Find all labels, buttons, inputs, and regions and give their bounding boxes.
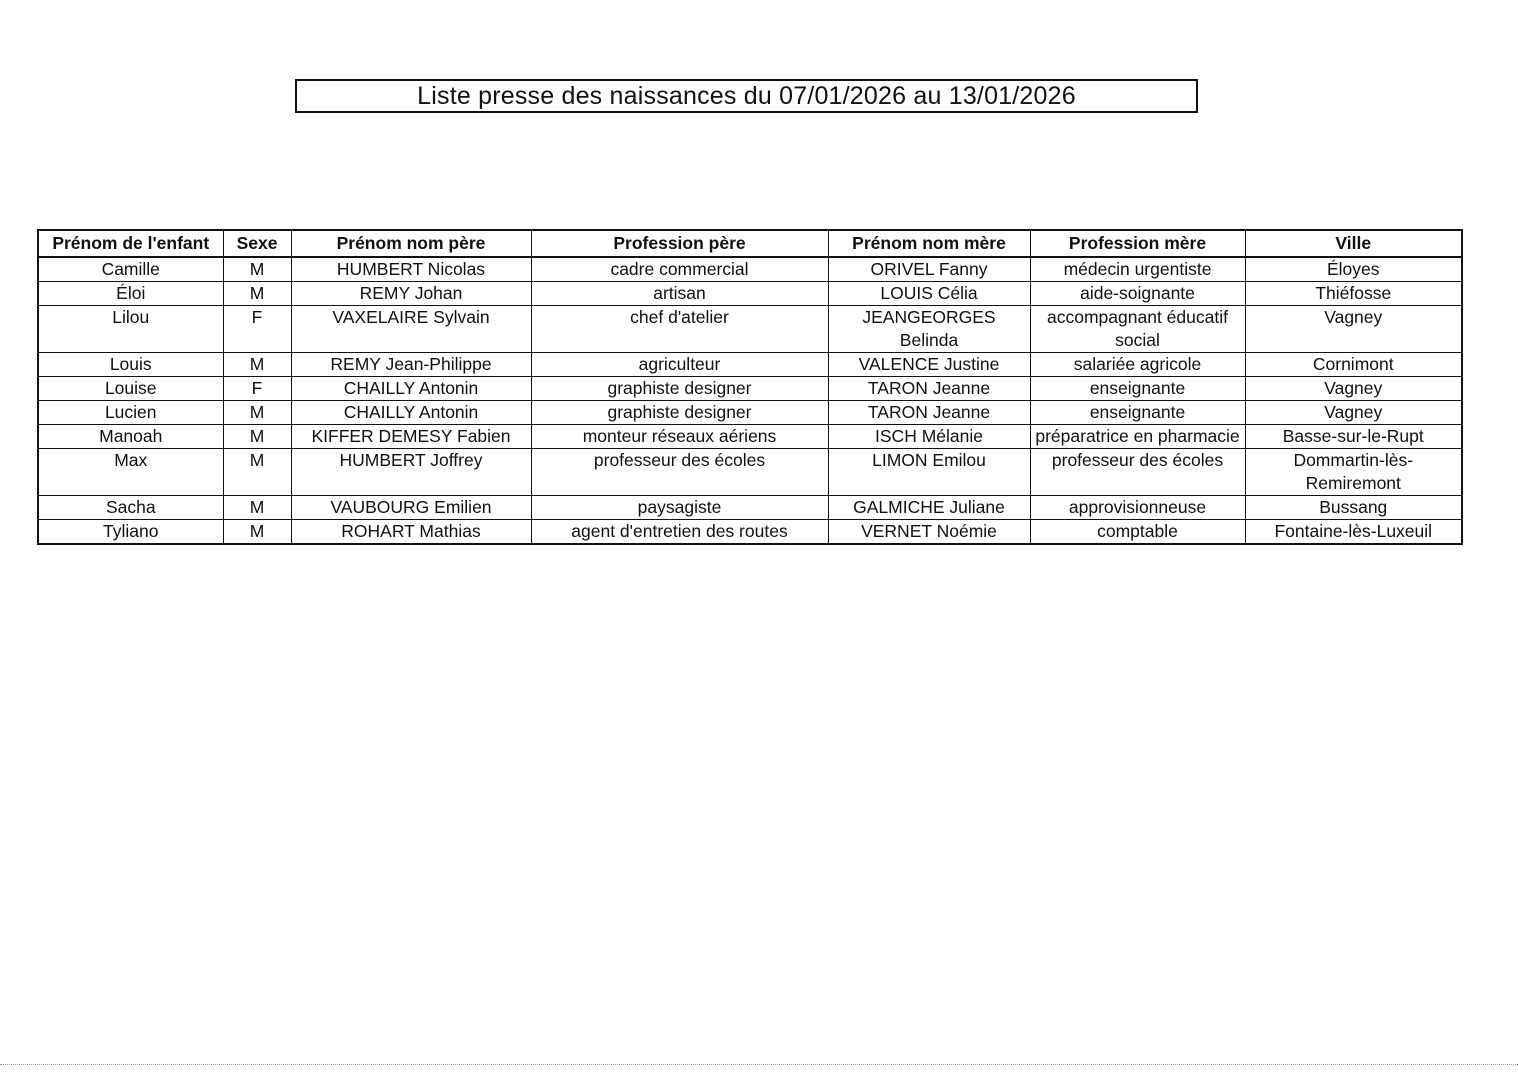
cell-mother-name: JEANGEORGES Belinda [828,306,1030,353]
cell-father-name: REMY Johan [291,282,531,306]
cell-mother-name: VALENCE Justine [828,353,1030,377]
cell-child-firstname: Éloi [38,282,223,306]
cell-father-profession: chef d'atelier [531,306,828,353]
cell-father-name: VAUBOURG Emilien [291,496,531,520]
header-mother-name: Prénom nom mère [828,230,1030,257]
header-sex: Sexe [223,230,291,257]
cell-father-profession: artisan [531,282,828,306]
cell-mother-name: ISCH Mélanie [828,425,1030,449]
header-father-profession: Profession père [531,230,828,257]
cell-mother-profession: préparatrice en pharmacie [1030,425,1245,449]
table-row [38,520,1462,545]
cell-father-name: KIFFER DEMESY Fabien [291,425,531,449]
cell-father-profession: cadre commercial [531,257,828,282]
cell-father-profession: monteur réseaux aériens [531,425,828,449]
cell-sex: M [223,496,291,520]
table-header-row [38,230,1462,257]
cell-child-firstname: Lucien [38,401,223,425]
table-row [38,377,1462,401]
cell-sex: M [223,353,291,377]
cell-mother-profession: médecin urgentiste [1030,257,1245,282]
table-row [38,306,1462,353]
cell-father-name: HUMBERT Joffrey [291,449,531,496]
cell-child-firstname: Louis [38,353,223,377]
header-father-name: Prénom nom père [291,230,531,257]
cell-city: Fontaine-lès-Luxeuil [1245,520,1462,545]
cell-father-name: ROHART Mathias [291,520,531,545]
cell-child-firstname: Sacha [38,496,223,520]
cell-child-firstname: Lilou [38,306,223,353]
cell-mother-profession: approvisionneuse [1030,496,1245,520]
cell-father-name: HUMBERT Nicolas [291,257,531,282]
cell-child-firstname: Louise [38,377,223,401]
table-row [38,449,1462,496]
cell-mother-name: TARON Jeanne [828,401,1030,425]
cell-mother-profession: professeur des écoles [1030,449,1245,496]
cell-city: Basse-sur-le-Rupt [1245,425,1462,449]
cell-city: Éloyes [1245,257,1462,282]
document-title: Liste presse des naissances du 07/01/2026 au 13/01/2026 [295,79,1198,113]
cell-father-profession: agriculteur [531,353,828,377]
cell-child-firstname: Tyliano [38,520,223,545]
cell-mother-name: LIMON Emilou [828,449,1030,496]
cell-mother-profession: accompagnant éducatif social [1030,306,1245,353]
cell-father-profession: agent d'entretien des routes [531,520,828,545]
cell-mother-name: VERNET Noémie [828,520,1030,545]
births-table [37,229,1463,545]
cell-sex: M [223,449,291,496]
table-row [38,496,1462,520]
cell-father-name: REMY Jean-Philippe [291,353,531,377]
cell-city: Dommartin-lès-Remiremont [1245,449,1462,496]
cell-sex: M [223,257,291,282]
cell-mother-name: ORIVEL Fanny [828,257,1030,282]
cell-mother-profession: salariée agricole [1030,353,1245,377]
cell-father-profession: paysagiste [531,496,828,520]
table-row [38,257,1462,282]
footer-divider [0,1064,1518,1065]
cell-mother-profession: enseignante [1030,377,1245,401]
cell-father-name: CHAILLY Antonin [291,377,531,401]
cell-city: Vagney [1245,306,1462,353]
table-row [38,353,1462,377]
cell-mother-profession: enseignante [1030,401,1245,425]
header-child-firstname: Prénom de l'enfant [38,230,223,257]
cell-city: Vagney [1245,401,1462,425]
cell-sex: M [223,401,291,425]
cell-sex: F [223,377,291,401]
cell-mother-name: LOUIS Célia [828,282,1030,306]
cell-sex: F [223,306,291,353]
cell-child-firstname: Max [38,449,223,496]
header-city: Ville [1245,230,1462,257]
cell-father-name: VAXELAIRE Sylvain [291,306,531,353]
cell-city: Cornimont [1245,353,1462,377]
cell-city: Vagney [1245,377,1462,401]
cell-father-profession: professeur des écoles [531,449,828,496]
cell-mother-name: TARON Jeanne [828,377,1030,401]
cell-child-firstname: Manoah [38,425,223,449]
cell-father-profession: graphiste designer [531,377,828,401]
cell-father-profession: graphiste designer [531,401,828,425]
cell-city: Bussang [1245,496,1462,520]
header-mother-profession: Profession mère [1030,230,1245,257]
cell-mother-profession: comptable [1030,520,1245,545]
cell-child-firstname: Camille [38,257,223,282]
cell-sex: M [223,282,291,306]
table-row [38,425,1462,449]
table-row [38,282,1462,306]
cell-sex: M [223,520,291,545]
table-row [38,401,1462,425]
cell-city: Thiéfosse [1245,282,1462,306]
cell-father-name: CHAILLY Antonin [291,401,531,425]
cell-mother-name: GALMICHE Juliane [828,496,1030,520]
cell-sex: M [223,425,291,449]
cell-mother-profession: aide-soignante [1030,282,1245,306]
